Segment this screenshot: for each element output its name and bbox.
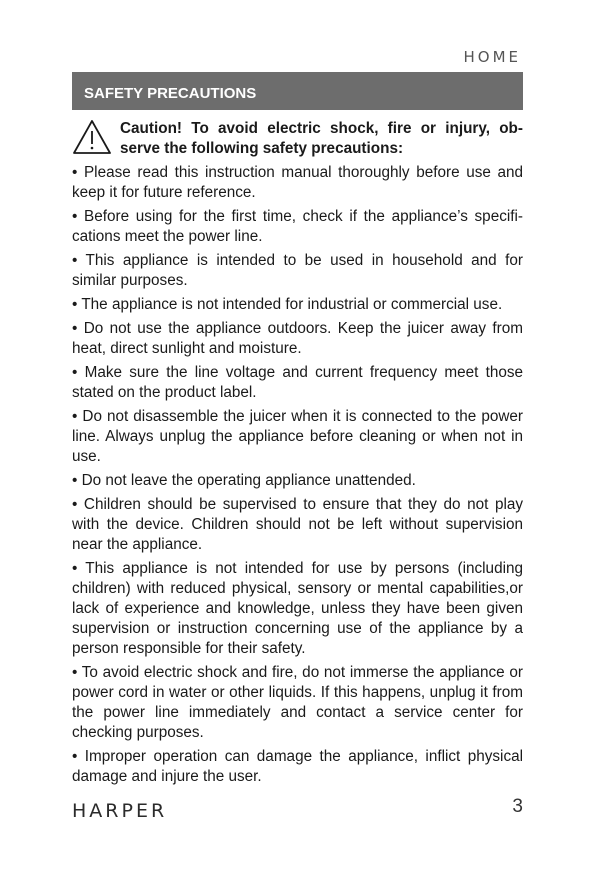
list-item: • The appliance is not intended for industrial or commercial use. bbox=[72, 296, 503, 313]
precautions-list bbox=[72, 163, 523, 791]
section-title: SAFETY PRECAUTIONS bbox=[84, 85, 257, 102]
list-item: • To avoid electric shock and fire, do not immerse the appliance or power cord in water or other liquids. If this happens, unplug it from the power line immediately and contact a service center for checking purposes. bbox=[72, 664, 523, 741]
list-item: • Improper operation can damage the appliance, inflict physical damage and injure the user. bbox=[72, 748, 523, 785]
warning-triangle-icon bbox=[72, 119, 112, 155]
list-item: • Make sure the line voltage and current frequency meet those stated on the product label. bbox=[72, 364, 523, 401]
list-item: • Do not disassemble the juicer when it is connected to the power line. Always unplug the appliance before cleaning or when not in use. bbox=[72, 408, 523, 465]
list-item: • Do not leave the operating appliance unattended. bbox=[72, 472, 416, 489]
caution-text: Caution! To avoid electric shock, fire or injury, ob- serve the following safety precautions: bbox=[120, 120, 523, 157]
caution-block bbox=[72, 118, 523, 160]
list-item: • Please read this instruction manual thoroughly before use and keep it for future reference. bbox=[72, 164, 523, 201]
list-item: • Children should be supervised to ensure that they do not play with the device. Children should not be left without supervision near the appliance. bbox=[72, 496, 523, 553]
list-item: • This appliance is not intended for use by persons (including children) with reduced physical, sensory or mental capabilities,or lack of experience and knowledge, unless they have been given supervision or instruction concerning use of the appliance by a person responsible for their safety. bbox=[72, 560, 523, 657]
list-item: • This appliance is intended to be used in household and for similar purposes. bbox=[72, 252, 523, 289]
list-item: • Before using for the first time, check if the appliance’s specifi- cations meet the power line. bbox=[72, 208, 523, 245]
home-logo: HOME bbox=[463, 48, 521, 66]
page-number: 3 bbox=[512, 796, 523, 817]
list-item: • Do not use the appliance outdoors. Keep the juicer away from heat, direct sunlight and moisture. bbox=[72, 320, 523, 357]
harper-logo: HARPER bbox=[72, 800, 168, 822]
section-header bbox=[72, 72, 523, 110]
